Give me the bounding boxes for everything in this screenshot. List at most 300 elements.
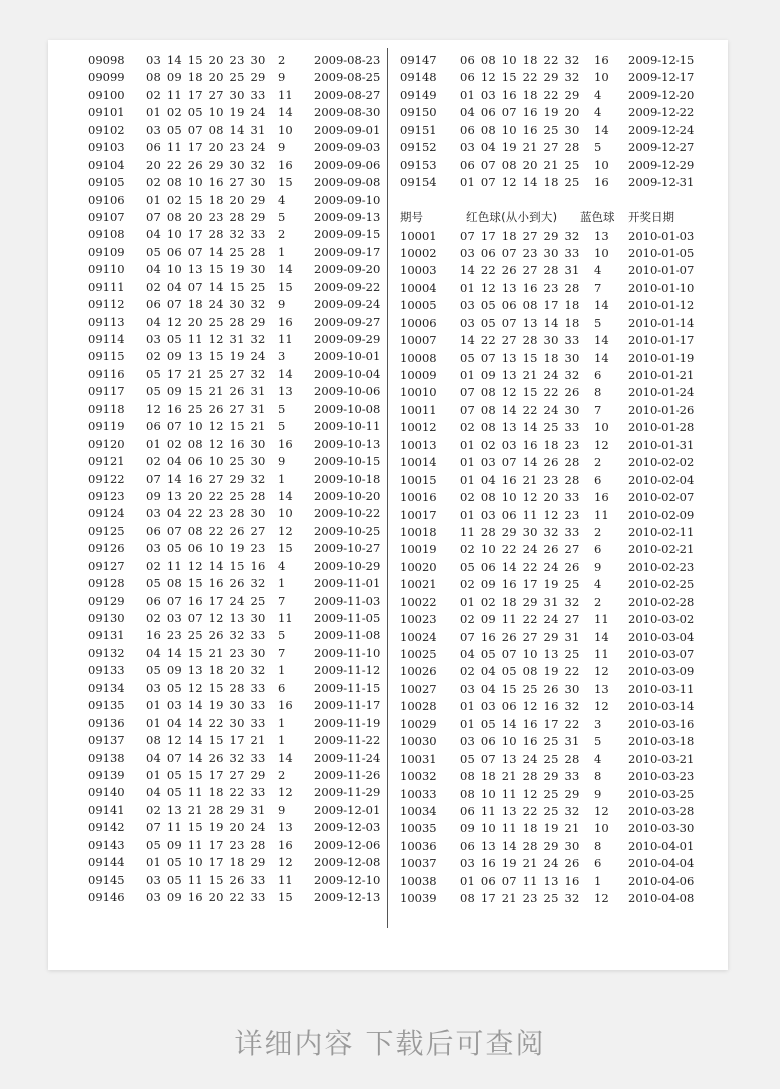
- draw-date: 2009-08-27: [314, 87, 381, 102]
- draw-date: 2010-02-11: [628, 524, 695, 539]
- draw-date: 2010-04-01: [628, 838, 695, 853]
- issue-number: 09140: [88, 785, 125, 800]
- red-balls: 01 03 14 19 30 33: [146, 698, 266, 713]
- issue-number: 10026: [400, 664, 437, 679]
- table-row: [400, 52, 720, 69]
- issue-number: 10001: [400, 228, 437, 243]
- blue-ball: 10: [594, 157, 609, 172]
- red-balls: 01 02 15 18 20 29: [146, 192, 266, 207]
- draw-date: 2009-10-04: [314, 366, 381, 381]
- red-balls: 01 04 16 21 23 28: [460, 472, 580, 487]
- draw-date: 2010-03-11: [628, 681, 695, 696]
- blue-ball: 4: [278, 558, 286, 573]
- draw-date: 2009-09-10: [314, 192, 381, 207]
- download-prompt[interactable]: 详细内容 下载后可查阅: [234, 1027, 546, 1060]
- draw-date: 2009-10-15: [314, 454, 381, 469]
- issue-number: 09117: [88, 384, 125, 399]
- issue-number: 09138: [88, 750, 125, 765]
- issue-number: 10013: [400, 437, 437, 452]
- blue-ball: 2: [278, 227, 286, 242]
- draw-date: 2010-01-05: [628, 245, 695, 260]
- red-balls: 02 10 22 24 26 27: [460, 542, 580, 557]
- red-balls: 01 07 12 14 18 25: [460, 175, 580, 190]
- table-row: [88, 69, 408, 86]
- red-balls: 16 23 25 26 32 33: [146, 628, 266, 643]
- red-balls: 02 11 17 27 30 33: [146, 87, 266, 102]
- red-balls: 04 10 17 28 32 33: [146, 227, 266, 242]
- issue-number: 10019: [400, 542, 437, 557]
- table-row: [88, 645, 408, 662]
- draw-date: 2009-09-13: [314, 209, 381, 224]
- table-row: [88, 209, 408, 226]
- table-row: [400, 87, 720, 104]
- draw-date: 2009-11-08: [314, 628, 381, 643]
- issue-number: 09128: [88, 576, 125, 591]
- table-row: [88, 261, 408, 278]
- issue-number: 10024: [400, 629, 437, 644]
- red-balls: 03 14 15 20 23 30: [146, 53, 266, 67]
- red-balls: 01 05 10 17 18 29: [146, 855, 266, 870]
- blue-ball: 11: [278, 611, 293, 625]
- blue-ball: 8: [594, 769, 602, 784]
- red-balls: 03 06 10 16 25 31: [460, 734, 580, 749]
- issue-number: 10033: [400, 786, 437, 801]
- table-row: [88, 819, 408, 836]
- issue-number: 09098: [88, 53, 125, 67]
- issue-number: 09107: [88, 209, 125, 224]
- issue-number: 09130: [88, 611, 125, 625]
- draw-date: 2009-12-27: [628, 140, 695, 155]
- table-row: [88, 52, 408, 69]
- red-balls: 01 02 03 16 18 23: [460, 437, 580, 452]
- draw-date: 2010-03-16: [628, 716, 695, 731]
- table-header-row: [400, 206, 720, 228]
- red-balls: 01 03 07 14 26 28: [460, 455, 580, 470]
- red-balls: 04 07 14 26 32 33: [146, 750, 266, 765]
- red-balls: 03 05 06 10 19 23: [146, 541, 266, 556]
- table-row: [400, 454, 720, 471]
- table-row: [400, 524, 720, 541]
- table-row: [400, 716, 720, 733]
- blue-ball: 4: [594, 87, 602, 102]
- blue-ball: 12: [278, 855, 293, 870]
- red-balls: 05 07 13 15 18 30: [460, 350, 580, 365]
- red-balls: 07 08 12 15 22 26: [460, 385, 580, 400]
- red-balls: 08 10 11 12 25 29: [460, 786, 580, 801]
- draw-date: 2009-11-17: [314, 698, 381, 713]
- table-row: [400, 402, 720, 419]
- blue-ball: 16: [278, 157, 293, 172]
- draw-date: 2010-02-02: [628, 455, 695, 470]
- red-balls: 01 03 16 18 22 29: [460, 87, 580, 102]
- table-row: [400, 873, 720, 890]
- table-row: [400, 698, 720, 715]
- red-balls: 02 04 07 14 15 25: [146, 279, 266, 294]
- issue-number: 09126: [88, 541, 125, 556]
- issue-number: 09153: [400, 157, 437, 172]
- table-row: [88, 122, 408, 139]
- red-balls: 07 17 18 27 29 32: [460, 228, 580, 243]
- table-row: [400, 559, 720, 576]
- draw-date: 2009-08-25: [314, 70, 381, 85]
- blue-ball: 3: [278, 349, 286, 364]
- table-row: [88, 279, 408, 296]
- issue-number: 09112: [88, 297, 125, 312]
- issue-number: 09103: [88, 140, 125, 155]
- draw-date: 2009-12-13: [314, 890, 381, 904]
- blue-ball: 13: [278, 820, 293, 835]
- draw-date: 2009-11-24: [314, 750, 381, 765]
- red-balls: 07 08 20 23 28 29: [146, 209, 266, 224]
- red-balls: 01 02 08 12 16 30: [146, 436, 266, 451]
- draw-date: 2009-12-31: [628, 175, 695, 190]
- blue-ball: 14: [278, 366, 293, 381]
- issue-number: 09149: [400, 87, 437, 102]
- table-row: [400, 890, 720, 907]
- table-row: [400, 838, 720, 855]
- red-balls: 03 04 22 23 28 30: [146, 506, 266, 521]
- issue-number: 10003: [400, 263, 437, 278]
- red-balls: 02 04 06 10 25 30: [146, 454, 266, 469]
- blue-ball: 15: [278, 279, 293, 294]
- table-row: [88, 662, 408, 679]
- table-row: [88, 401, 408, 418]
- table-row: [88, 610, 408, 627]
- blue-ball: 14: [594, 298, 609, 313]
- issue-number: 09115: [88, 349, 125, 364]
- blue-ball: 7: [278, 593, 286, 608]
- blue-ball: 5: [278, 401, 286, 416]
- red-balls: 09 10 11 18 19 21: [460, 821, 580, 836]
- draw-date: 2010-04-04: [628, 856, 695, 871]
- blue-ball: 14: [278, 488, 293, 503]
- draw-date: 2009-10-06: [314, 384, 381, 399]
- red-balls: 06 08 10 16 25 30: [460, 122, 580, 137]
- blue-ball: 6: [594, 472, 602, 487]
- blue-ball: 16: [278, 314, 293, 329]
- blue-ball: 10: [594, 245, 609, 260]
- draw-date: 2009-09-20: [314, 262, 381, 277]
- table-row: [400, 594, 720, 611]
- issue-number: 09145: [88, 872, 125, 887]
- issue-number: 09143: [88, 837, 125, 852]
- red-balls: 20 22 26 29 30 32: [146, 157, 266, 172]
- red-balls: 07 16 26 27 29 31: [460, 629, 580, 644]
- blue-ball: 2: [278, 767, 286, 782]
- draw-date: 2009-12-22: [628, 105, 695, 120]
- draw-date: 2010-01-12: [628, 298, 695, 313]
- red-balls: 05 09 13 18 20 32: [146, 663, 266, 678]
- table-row: [400, 489, 720, 506]
- red-balls: 06 07 08 20 21 25: [460, 157, 580, 172]
- red-balls: 02 04 05 08 19 22: [460, 664, 580, 679]
- red-balls: 08 17 21 23 25 32: [460, 891, 580, 906]
- table-row: [88, 174, 408, 191]
- draw-date: 2010-01-24: [628, 385, 695, 400]
- issue-number: 09136: [88, 715, 125, 730]
- issue-number: 09139: [88, 767, 125, 782]
- table-row: [88, 139, 408, 156]
- table-row: [88, 802, 408, 819]
- table-row: [400, 611, 720, 628]
- draw-date: 2009-09-29: [314, 332, 381, 346]
- red-balls: 14 22 27 28 30 33: [460, 333, 580, 348]
- issue-number: 09152: [400, 140, 437, 155]
- table-row: [88, 837, 408, 854]
- red-balls: 03 16 19 21 24 26: [460, 856, 580, 871]
- draw-date: 2009-09-27: [314, 314, 381, 329]
- table-row: [88, 348, 408, 365]
- red-balls: 06 13 14 28 29 30: [460, 838, 580, 853]
- issue-number: 10017: [400, 507, 437, 522]
- draw-date: 2009-10-27: [314, 541, 381, 556]
- draw-date: 2010-03-30: [628, 821, 695, 836]
- blue-ball: 8: [594, 838, 602, 853]
- blue-ball: 12: [594, 664, 609, 679]
- red-balls: 02 11 12 14 15 16: [146, 558, 266, 573]
- draw-date: 2010-01-28: [628, 420, 695, 435]
- table-row: [88, 104, 408, 121]
- table-row: [400, 332, 720, 349]
- draw-date: 2009-12-29: [628, 157, 695, 172]
- blue-ball: 6: [594, 542, 602, 557]
- issue-number: 09120: [88, 436, 125, 451]
- blue-ball: 14: [278, 750, 293, 765]
- table-row: [400, 663, 720, 680]
- blue-ball: 4: [594, 577, 602, 592]
- draw-date: 2010-01-07: [628, 263, 695, 278]
- red-balls: 02 09 13 15 19 24: [146, 349, 266, 364]
- red-balls: 07 11 15 19 20 24: [146, 820, 266, 835]
- red-balls: 03 04 15 25 26 30: [460, 681, 580, 696]
- draw-date: 2010-04-08: [628, 891, 695, 906]
- table-row: [88, 627, 408, 644]
- table-row: [88, 418, 408, 435]
- table-row: [400, 228, 720, 245]
- issue-number: 09150: [400, 105, 437, 120]
- blue-ball: 11: [278, 332, 293, 346]
- red-balls: 03 05 12 15 28 33: [146, 680, 266, 695]
- table-row: [88, 296, 408, 313]
- table-row: [400, 472, 720, 489]
- red-balls: 02 08 13 14 25 33: [460, 420, 580, 435]
- draw-date: 2009-12-03: [314, 820, 381, 835]
- issue-number: 10006: [400, 315, 437, 330]
- draw-date: 2009-09-22: [314, 279, 381, 294]
- table-row: [88, 523, 408, 540]
- red-balls: 02 13 21 28 29 31: [146, 802, 266, 817]
- table-row: [88, 715, 408, 732]
- draw-date: 2009-11-29: [314, 785, 381, 800]
- red-balls: 06 12 15 22 29 32: [460, 70, 580, 85]
- blue-ball: 14: [278, 262, 293, 277]
- blue-ball: 10: [278, 506, 293, 521]
- draw-date: 2009-10-22: [314, 506, 381, 521]
- red-balls: 03 05 07 13 14 18: [460, 315, 580, 330]
- red-balls: 08 12 14 15 17 21: [146, 733, 266, 748]
- issue-number: 10029: [400, 716, 437, 731]
- draw-date: 2010-01-31: [628, 437, 695, 452]
- red-balls: 12 16 25 26 27 31: [146, 401, 266, 416]
- issue-number: 09102: [88, 122, 125, 137]
- red-balls: 06 07 08 22 26 27: [146, 523, 266, 538]
- issue-number: 09106: [88, 192, 125, 207]
- issue-number: 10025: [400, 647, 437, 661]
- table-row: [400, 786, 720, 803]
- table-row: [88, 505, 408, 522]
- issue-number: 10018: [400, 524, 437, 539]
- blue-ball: 6: [594, 368, 602, 382]
- issue-number: 10039: [400, 891, 437, 906]
- blue-ball: 7: [278, 645, 286, 660]
- red-balls: 06 07 10 12 15 21: [146, 419, 266, 434]
- draw-date: 2009-11-26: [314, 767, 381, 782]
- issue-number: 10016: [400, 490, 437, 505]
- table-row: [88, 558, 408, 575]
- issue-number: 09111: [88, 279, 125, 294]
- blue-ball: 11: [594, 612, 609, 627]
- draw-date: 2010-01-10: [628, 280, 695, 295]
- blue-ball: 13: [278, 384, 293, 399]
- table-row: [88, 767, 408, 784]
- red-balls: 05 17 21 25 27 32: [146, 366, 266, 381]
- table-row: [88, 750, 408, 767]
- red-balls: 14 22 26 27 28 31: [460, 263, 580, 278]
- blue-ball: 7: [594, 280, 602, 295]
- blue-ball: 12: [594, 437, 609, 452]
- left-column: [88, 52, 408, 906]
- issue-number: 09131: [88, 628, 125, 643]
- draw-date: 2009-11-22: [314, 733, 381, 748]
- blue-ball: 16: [594, 53, 609, 67]
- table-row: [400, 69, 720, 86]
- draw-date: 2009-09-03: [314, 140, 381, 155]
- red-balls: 01 03 06 12 16 32: [460, 699, 580, 714]
- table-row: [400, 104, 720, 121]
- draw-date: 2010-03-23: [628, 769, 695, 784]
- blue-ball: 7: [594, 402, 602, 417]
- table-row: [400, 245, 720, 262]
- draw-date: 2010-04-06: [628, 873, 695, 888]
- issue-number: 10031: [400, 751, 437, 766]
- issue-number: 09123: [88, 488, 125, 503]
- issue-number: 09147: [400, 53, 437, 67]
- table-row: [400, 507, 720, 524]
- draw-date: 2010-01-03: [628, 228, 695, 243]
- red-balls: 01 02 18 29 31 32: [460, 594, 580, 609]
- blue-ball: 1: [278, 663, 286, 678]
- blue-ball: 3: [594, 716, 602, 731]
- blue-ball: 14: [594, 122, 609, 137]
- blue-ball: 1: [278, 715, 286, 730]
- table-row: [400, 751, 720, 768]
- blue-ball: 16: [278, 436, 293, 451]
- blue-ball: 9: [278, 454, 286, 469]
- issue-number: 10034: [400, 803, 437, 818]
- table-row: [400, 297, 720, 314]
- table-row: [400, 733, 720, 750]
- table-row: [400, 139, 720, 156]
- draw-date: 2009-12-15: [628, 53, 695, 67]
- table-row: [88, 732, 408, 749]
- red-balls: 05 06 07 14 25 28: [146, 244, 266, 259]
- issue-number: 10038: [400, 873, 437, 888]
- issue-number: 09146: [88, 890, 125, 904]
- red-balls: 04 06 07 16 19 20: [460, 105, 580, 120]
- draw-date: 2010-03-14: [628, 699, 695, 714]
- issue-number: 10007: [400, 333, 437, 348]
- blue-ball: 2: [278, 53, 286, 67]
- header-red-balls: 红色球(从小到大): [466, 209, 558, 224]
- table-row: [400, 437, 720, 454]
- red-balls: 06 11 13 22 25 32: [460, 803, 580, 818]
- issue-number: 10036: [400, 838, 437, 853]
- blue-ball: 9: [278, 70, 286, 85]
- table-row: [88, 575, 408, 592]
- red-balls: 07 14 16 27 29 32: [146, 471, 266, 486]
- draw-date: 2010-01-19: [628, 350, 695, 365]
- draw-date: 2009-08-30: [314, 105, 381, 120]
- blue-ball: 10: [594, 420, 609, 435]
- issue-number: 10021: [400, 577, 437, 592]
- table-row: [400, 855, 720, 872]
- blue-ball: 2: [594, 524, 602, 539]
- blue-ball: 1: [278, 733, 286, 748]
- red-balls: 06 08 10 18 22 32: [460, 53, 580, 67]
- draw-date: 2010-02-07: [628, 490, 695, 505]
- blue-ball: 5: [594, 734, 602, 749]
- red-balls: 01 04 14 22 30 33: [146, 715, 266, 730]
- blue-ball: 1: [278, 471, 286, 486]
- blue-ball: 9: [278, 140, 286, 155]
- red-balls: 04 12 20 25 28 29: [146, 314, 266, 329]
- blue-ball: 9: [594, 559, 602, 574]
- blue-ball: 10: [278, 122, 293, 137]
- draw-date: 2009-09-06: [314, 157, 381, 172]
- issue-number: 09151: [400, 122, 437, 137]
- table-row: [400, 820, 720, 837]
- red-balls: 03 05 11 12 31 32: [146, 332, 266, 346]
- issue-number: 10023: [400, 612, 437, 627]
- blue-ball: 14: [278, 105, 293, 120]
- red-balls: 03 06 07 23 30 33: [460, 245, 580, 260]
- table-row: [88, 436, 408, 453]
- issue-number: 09132: [88, 645, 125, 660]
- red-balls: 03 05 06 08 17 18: [460, 298, 580, 313]
- red-balls: 01 03 06 11 12 23: [460, 507, 580, 522]
- draw-date: 2010-02-09: [628, 507, 695, 522]
- blue-ball: 15: [278, 175, 293, 190]
- red-balls: 08 09 18 20 25 29: [146, 70, 266, 85]
- issue-number: 09144: [88, 855, 125, 870]
- blue-ball: 15: [278, 541, 293, 556]
- draw-date: 2009-10-20: [314, 488, 381, 503]
- issue-number: 09124: [88, 506, 125, 521]
- draw-date: 2009-10-29: [314, 558, 381, 573]
- issue-number: 09109: [88, 244, 125, 259]
- red-balls: 05 08 15 16 26 32: [146, 576, 266, 591]
- table-row: [88, 244, 408, 261]
- red-balls: 02 03 07 12 13 30: [146, 611, 266, 625]
- blue-ball: 13: [594, 681, 609, 696]
- draw-date: 2010-03-02: [628, 612, 695, 627]
- table-row: [400, 681, 720, 698]
- red-balls: 01 02 05 10 19 24: [146, 105, 266, 120]
- issue-number: 10022: [400, 594, 437, 609]
- issue-number: 09135: [88, 698, 125, 713]
- issue-number: 09127: [88, 558, 125, 573]
- draw-date: 2009-09-08: [314, 175, 381, 190]
